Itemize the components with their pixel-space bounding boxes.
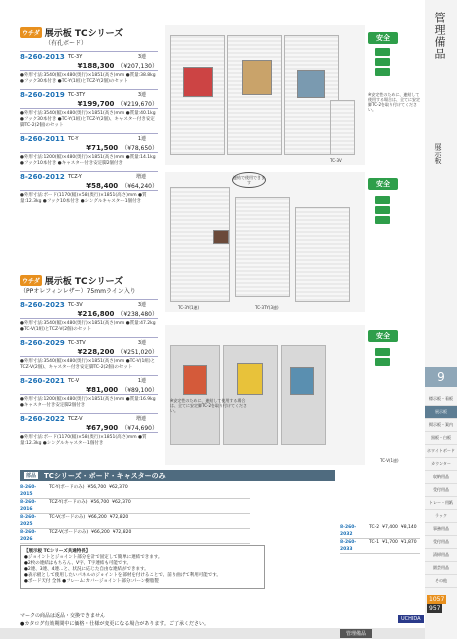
page-number-b: 957 — [429, 605, 441, 612]
poster-image — [242, 60, 272, 95]
product-qty: 3連 — [137, 54, 146, 60]
product-row — [20, 133, 158, 143]
product-price: ¥188,300 — [77, 62, 115, 70]
sidebar-index — [425, 393, 457, 588]
sidebar-title: 管理備品 — [433, 12, 446, 60]
product-row — [20, 299, 158, 309]
poster-image — [297, 70, 325, 98]
board-panel — [235, 197, 290, 297]
product-item — [20, 375, 158, 409]
board-panel — [223, 345, 278, 445]
part-price-tax: ¥8,140 — [400, 525, 417, 530]
sidebar-index-item[interactable]: 展示板 — [425, 406, 457, 419]
bottom-section-title: TCシリーズ・ボード・キャスターのみ — [44, 471, 166, 480]
product-row — [20, 375, 158, 385]
part-name: TC-V(ボードのみ) — [49, 515, 86, 520]
table-row — [20, 514, 250, 529]
series1-subtitle: （有孔ボード） — [45, 40, 88, 47]
product-price-tax: （¥251,020） — [117, 349, 158, 356]
product-code[interactable]: 8-260-2019 — [20, 90, 65, 99]
poster-image — [213, 230, 229, 244]
feature-icon — [375, 216, 390, 224]
sidebar-index-item[interactable]: ラック — [425, 510, 457, 523]
price-row — [20, 347, 158, 357]
part-price: ¥66,200 — [91, 530, 110, 535]
bottom-section-header — [20, 470, 335, 481]
product-price: ¥216,800 — [77, 310, 115, 318]
footer-tag: 管理備品 — [340, 629, 372, 638]
table-row — [20, 499, 250, 514]
feature-icon — [375, 206, 390, 214]
part-price-tax: ¥72,820 — [112, 530, 132, 535]
product-spec: ●外形寸法:3540(幅)×480(奥行)×1851(高さ)mm ●TC-V(1組)とTCZ-V(2個)、キャスター付き安定脚TC-2(2個)のセット — [20, 359, 156, 370]
product-model: TCZ-Y — [68, 173, 82, 180]
board-panel — [170, 345, 220, 445]
board-panel — [227, 35, 282, 155]
price-row — [20, 309, 158, 319]
product-price-tax: （¥64,240） — [121, 183, 158, 190]
series1-section — [20, 22, 158, 205]
product-spec: ●外形寸法:ボード(1170(幅)×58(奥行)×1851(高さ)mm ●質量:12.3kg ●フック10本付き ●シングルキャスター1個付き — [20, 193, 147, 204]
brand-logo: UCHIDA — [398, 615, 424, 623]
product-item — [20, 51, 158, 85]
part-name: TC-1 — [369, 540, 380, 545]
part-price-tax: ¥62,370 — [109, 485, 128, 490]
product-price-tax: （¥78,650） — [121, 145, 158, 152]
product-model: TC-V — [68, 377, 80, 384]
safe-badge: 安全 — [368, 330, 398, 342]
footer-line-1: マークの商品は返品・交換できません — [20, 613, 106, 619]
product-qty: 1連 — [137, 378, 146, 384]
sidebar-index-item[interactable]: その他 — [425, 575, 457, 588]
part-price: ¥7,400 — [382, 525, 398, 530]
feature-icon — [375, 68, 390, 76]
footer-bar — [0, 628, 457, 639]
sidebar-index-item[interactable]: 標示板・看板 — [425, 393, 457, 406]
product-spec: ●外形寸法:3540(幅)×480(奥行)×1851(高さ)mm ●質量:40.1kg ●フック30本付き ●TC-Y(1組)とTCZ-Y(2個)、キャスター付き安定脚TC-2(2個)のセット — [20, 111, 156, 128]
common-features-box — [20, 545, 265, 589]
series2-section — [20, 270, 158, 447]
poster-image — [290, 367, 314, 395]
series2-title: 展示板 TCシリーズ — [44, 276, 124, 287]
sidebar-index-item[interactable]: 掲示板・案内 — [425, 419, 457, 432]
series1-title: 展示板 TCシリーズ — [44, 28, 124, 39]
price-row — [20, 61, 158, 71]
product-code[interactable]: 8-260-2029 — [20, 338, 65, 347]
sidebar-index-item[interactable]: ホワイトボード — [425, 445, 457, 458]
part-name: TCZ-Y(ボードのみ) — [49, 500, 88, 505]
product-item — [20, 89, 158, 129]
product-price: ¥199,700 — [77, 100, 115, 108]
common-line: ●2連、3連、4連…と、状況に応じた自由な連結ができます。 — [24, 567, 149, 572]
photo-caption: TC-V(1連) — [380, 458, 399, 463]
safety-note: ※安定性のために、連結して使用する場合は、全てに安定脚TC-2を取り付けてください。 — [368, 92, 420, 112]
product-qty: 3連 — [137, 302, 146, 308]
footer-line-2: ●カタログ有効期間中に価格・仕様が変更になる場合があります。ご了承ください。 — [20, 621, 209, 627]
product-qty: 1連 — [137, 136, 146, 142]
sidebar-index-item[interactable]: 受付用品 — [425, 536, 457, 549]
table-row — [20, 529, 250, 544]
common-title: 【展示板 TCシリーズ共通特長】 — [24, 549, 91, 554]
board-panel — [281, 345, 326, 445]
product-price-tax: （¥207,130） — [117, 63, 158, 70]
product-price-tax: （¥219,670） — [117, 101, 158, 108]
product-row — [20, 413, 158, 423]
part-name: TC-2 — [369, 525, 380, 530]
product-item — [20, 337, 158, 371]
product-row — [20, 89, 158, 99]
part-price: ¥56,700 — [90, 500, 110, 505]
safety-note: ※安定性のために、連結して使用する場合は、全てに安定脚TC-2を取り付けてください。 — [170, 398, 247, 413]
chapter-number[interactable]: 9 — [425, 367, 457, 387]
product-price: ¥228,200 — [77, 348, 115, 356]
product-spec: ●外形寸法:1200(幅)×480(奥行)×1851(高さ)mm ●質量:14.1kg ●フック10本付き ●キャスター付き安定脚2個付き — [20, 155, 156, 166]
brand-badge: ウチダ — [20, 27, 42, 38]
product-model: TC-3V — [68, 301, 83, 308]
common-line: ●ジョイントとジョイント部分を計で固定して簡単に連結できます。 — [24, 555, 163, 560]
product-code[interactable]: 8-260-2012 — [20, 172, 65, 181]
part-price-tax: ¥1,870 — [400, 540, 417, 545]
product-price: ¥81,000 — [86, 386, 119, 394]
part-price-tax: ¥62,370 — [112, 500, 131, 505]
product-price: ¥58,400 — [86, 182, 119, 190]
part-code[interactable]: 8-260-2026 — [20, 530, 37, 542]
sidebar-index-item[interactable]: 黒板・白板 — [425, 432, 457, 445]
part-price: ¥66,200 — [88, 515, 107, 520]
product-row — [20, 51, 158, 61]
product-model: TC-3TY — [68, 91, 86, 98]
part-price: ¥56,700 — [87, 485, 107, 490]
product-price-tax: （¥74,690） — [121, 425, 158, 432]
sidebar-index-item[interactable]: トレー・用紙 — [425, 497, 457, 510]
sidebar-index-item[interactable]: 清掃用品 — [425, 549, 457, 562]
caster-table — [340, 524, 420, 554]
product-item — [20, 299, 158, 333]
photo-caption: TC-3Y(1連) — [178, 305, 200, 310]
feature-icon — [375, 58, 390, 66]
sidebar-index-item[interactable]: 収納用品 — [425, 471, 457, 484]
product-qty: 3連 — [137, 92, 146, 98]
part-code[interactable]: 8-260-2032 — [340, 525, 357, 537]
price-row — [20, 385, 158, 395]
table-row — [340, 524, 420, 539]
parts-table — [20, 484, 250, 544]
common-line: ●表示板として使用したいパネルのジョイントを部材を付けることで、前り曲げて利用可能です。 — [24, 573, 221, 578]
price-row — [20, 143, 158, 153]
product-code[interactable]: 8-260-2011 — [20, 134, 65, 143]
section-tag: 部品 — [26, 473, 37, 479]
price-row — [20, 181, 158, 191]
brand-badge: ウチダ — [20, 275, 42, 286]
series2-subtitle: （PPオレフィンレザー）75mmライン入り — [20, 288, 136, 295]
safe-badge: 安全 — [368, 178, 398, 190]
part-price-tax: ¥72,820 — [109, 515, 129, 520]
sidebar-index-item[interactable]: 事務用品 — [425, 523, 457, 536]
common-line: ●2枚の連結はもちろん、V字、T字連結も可能です。 — [24, 561, 132, 566]
series1-items — [20, 51, 158, 205]
feature-icon — [375, 48, 390, 56]
product-spec: ●外形寸法:3540(幅)×480(奥行)×1851(高さ)mm ●質量:47.2kg ●TC-V(1組)とTCZ-V(2個)のセット — [20, 321, 156, 332]
sidebar-index-item[interactable]: カウンター — [425, 458, 457, 471]
product-model: TC-3TV — [68, 339, 86, 346]
product-model: TCZ-V — [68, 415, 83, 422]
table-row — [20, 484, 250, 499]
product-qty: 増連 — [135, 416, 146, 422]
product-spec: ●外形寸法:3540(幅)×480(奥行)×1851(高さ)mm ●質量:38.8kg ●フック30本付き ●TC-Y(1組)とTCZ-Y(2個)のセット — [20, 73, 156, 84]
page-number-a: 1057 — [429, 596, 445, 603]
feature-icon — [375, 358, 390, 366]
board-panel — [295, 207, 350, 302]
board-panel — [170, 187, 230, 302]
safe-badge: 安全 — [368, 32, 398, 44]
product-photo-3 — [165, 325, 365, 465]
product-spec: ●外形寸法:ボード(1170(幅)×58(奥行)×1851(高さ)mm ●質量:12.3kg ●シングルキャスター1個付き — [20, 435, 147, 446]
product-photo-2 — [165, 172, 365, 312]
product-price: ¥67,900 — [86, 424, 119, 432]
board-panel-small — [330, 100, 355, 155]
product-item — [20, 133, 158, 167]
part-code[interactable]: 8-260-2015 — [20, 485, 37, 497]
part-name: TCZ-V(ボードのみ) — [49, 530, 89, 535]
table-row — [340, 539, 420, 554]
product-code[interactable]: 8-260-2022 — [20, 414, 65, 423]
feature-icon — [375, 196, 390, 204]
product-code[interactable]: 8-260-2013 — [20, 52, 65, 61]
product-code[interactable]: 8-260-2023 — [20, 300, 65, 309]
price-row — [20, 99, 158, 109]
part-code[interactable]: 8-260-2016 — [20, 500, 37, 512]
footer-notes — [20, 612, 420, 628]
part-code[interactable]: 8-260-2025 — [20, 515, 37, 527]
sidebar-index-item[interactable]: 園芸用品 — [425, 562, 457, 575]
sidebar-subtitle: 展示板 — [434, 143, 442, 164]
product-model: TC-Y — [68, 135, 79, 142]
product-price-tax: （¥238,480） — [117, 311, 158, 318]
photo-caption: TC-3TY(3連) — [255, 305, 279, 310]
poster-image — [183, 67, 213, 97]
product-spec: ●外形寸法:1200(幅)×480(奥行)×1851(高さ)mm ●質量:16.9kg ●キャスター付き安定脚2個付き — [20, 397, 156, 408]
product-row — [20, 171, 158, 181]
product-qty: 3連 — [137, 340, 146, 346]
product-item — [20, 171, 158, 205]
callout-bubble: 連結で使用できます — [232, 172, 266, 188]
product-qty: 増連 — [135, 174, 146, 180]
part-price: ¥1,700 — [382, 540, 398, 545]
product-row — [20, 337, 158, 347]
product-price: ¥71,500 — [86, 144, 119, 152]
part-name: TC-Y(ボードのみ) — [49, 485, 85, 490]
common-lines — [24, 555, 261, 585]
product-price-tax: （¥89,100） — [121, 387, 158, 394]
feature-icon — [375, 348, 390, 356]
product-code[interactable]: 8-260-2021 — [20, 376, 65, 385]
product-item — [20, 413, 158, 447]
product-model: TC-3Y — [68, 53, 83, 60]
price-row — [20, 423, 158, 433]
part-code[interactable]: 8-260-2033 — [340, 540, 357, 552]
poster-image — [183, 365, 207, 395]
series2-items — [20, 299, 158, 447]
poster-image — [237, 363, 263, 395]
photo-caption: TC-3V — [330, 158, 342, 163]
common-line: ●ボード天付 全体 ●フレーム:カバージョイント部分:パーン樹脂製 — [24, 579, 159, 584]
sidebar-index-item[interactable]: 受付用品 — [425, 484, 457, 497]
